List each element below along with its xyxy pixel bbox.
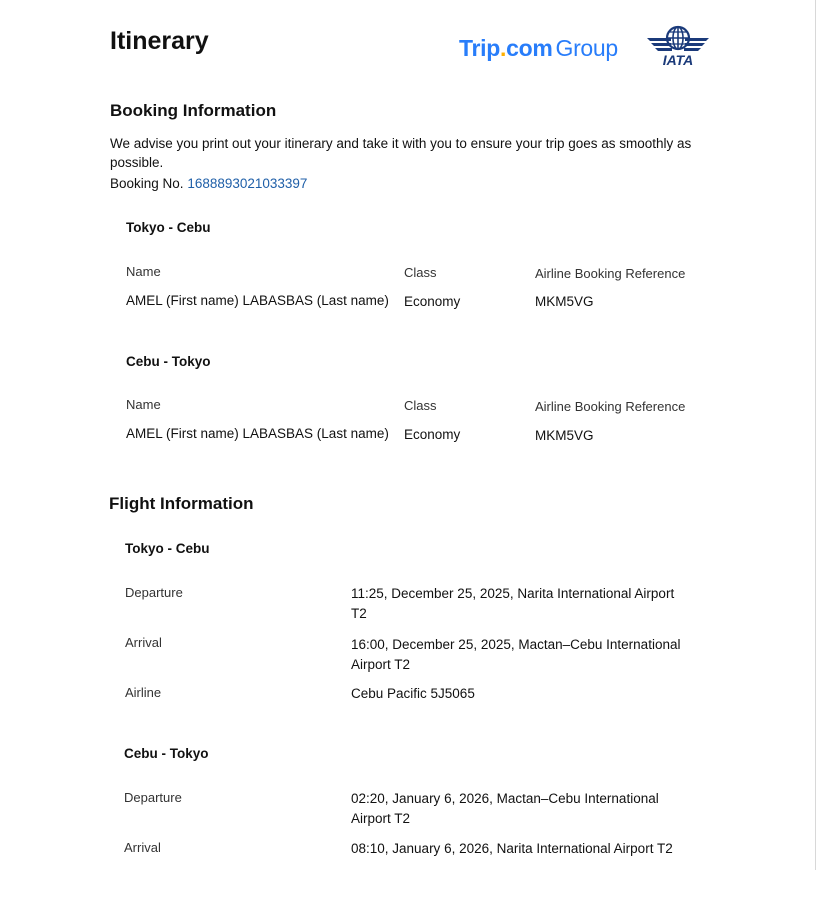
page-edge (815, 0, 816, 870)
iata-logo-text: IATA (662, 52, 694, 68)
airline-label: Airline (125, 685, 162, 700)
departure-value: 11:25, December 25, 2025, Narita International Airport T2 (351, 586, 675, 621)
logo-trip-group: Group (555, 35, 618, 61)
arrival-label: Arrival (124, 840, 161, 855)
departure-value: 02:20, January 6, 2026, Mactan–Cebu International Airport T2 (351, 791, 659, 826)
booking-ref-value: MKM5VG (535, 294, 594, 309)
logo-trip-brand: Trip (459, 35, 500, 61)
booking-segment-route: Cebu - Tokyo (126, 354, 211, 369)
passenger-name: AMEL (First name) LABASBAS (Last name) (126, 293, 389, 308)
page-title: Itinerary (110, 27, 209, 55)
booking-ref-value: MKM5VG (535, 428, 594, 443)
booking-number-label: Booking No. (110, 176, 184, 191)
booking-ref-label: Airline Booking Reference (535, 266, 686, 281)
logo-trip-dot: . (499, 35, 507, 61)
flight-info-heading: Flight Information (109, 494, 254, 513)
trip-com-group-logo (459, 35, 618, 62)
booking-number-value: 1688893021033397 (187, 176, 308, 191)
class-label: Class (404, 398, 437, 413)
passenger-name: AMEL (First name) LABASBAS (Last name) (126, 426, 389, 441)
arrival-label: Arrival (125, 635, 162, 650)
flight-route: Cebu - Tokyo (124, 746, 209, 761)
arrival-value: 16:00, December 25, 2025, Mactan–Cebu International Airport T2 (351, 637, 681, 672)
advice-text: We advise you print out your itinerary and take it with you to ensure your trip goes as smoothly as possible. (110, 136, 692, 170)
departure-label: Departure (124, 790, 182, 805)
departure-label: Departure (125, 585, 183, 600)
flight-route: Tokyo - Cebu (125, 541, 210, 556)
booking-number (110, 176, 307, 191)
passenger-class: Economy (404, 294, 461, 309)
booking-ref-label: Airline Booking Reference (535, 399, 686, 414)
class-label: Class (404, 265, 437, 280)
name-label: Name (126, 397, 161, 412)
arrival-value: 08:10, January 6, 2026, Narita International Airport T2 (351, 841, 673, 856)
booking-info-heading: Booking Information (110, 101, 277, 120)
logo-trip-com: com (506, 35, 553, 61)
booking-segment-route: Tokyo - Cebu (126, 220, 211, 235)
passenger-class: Economy (404, 427, 461, 442)
name-label: Name (126, 264, 161, 279)
iata-logo-icon (645, 24, 711, 68)
airline-value: Cebu Pacific 5J5065 (351, 686, 475, 701)
